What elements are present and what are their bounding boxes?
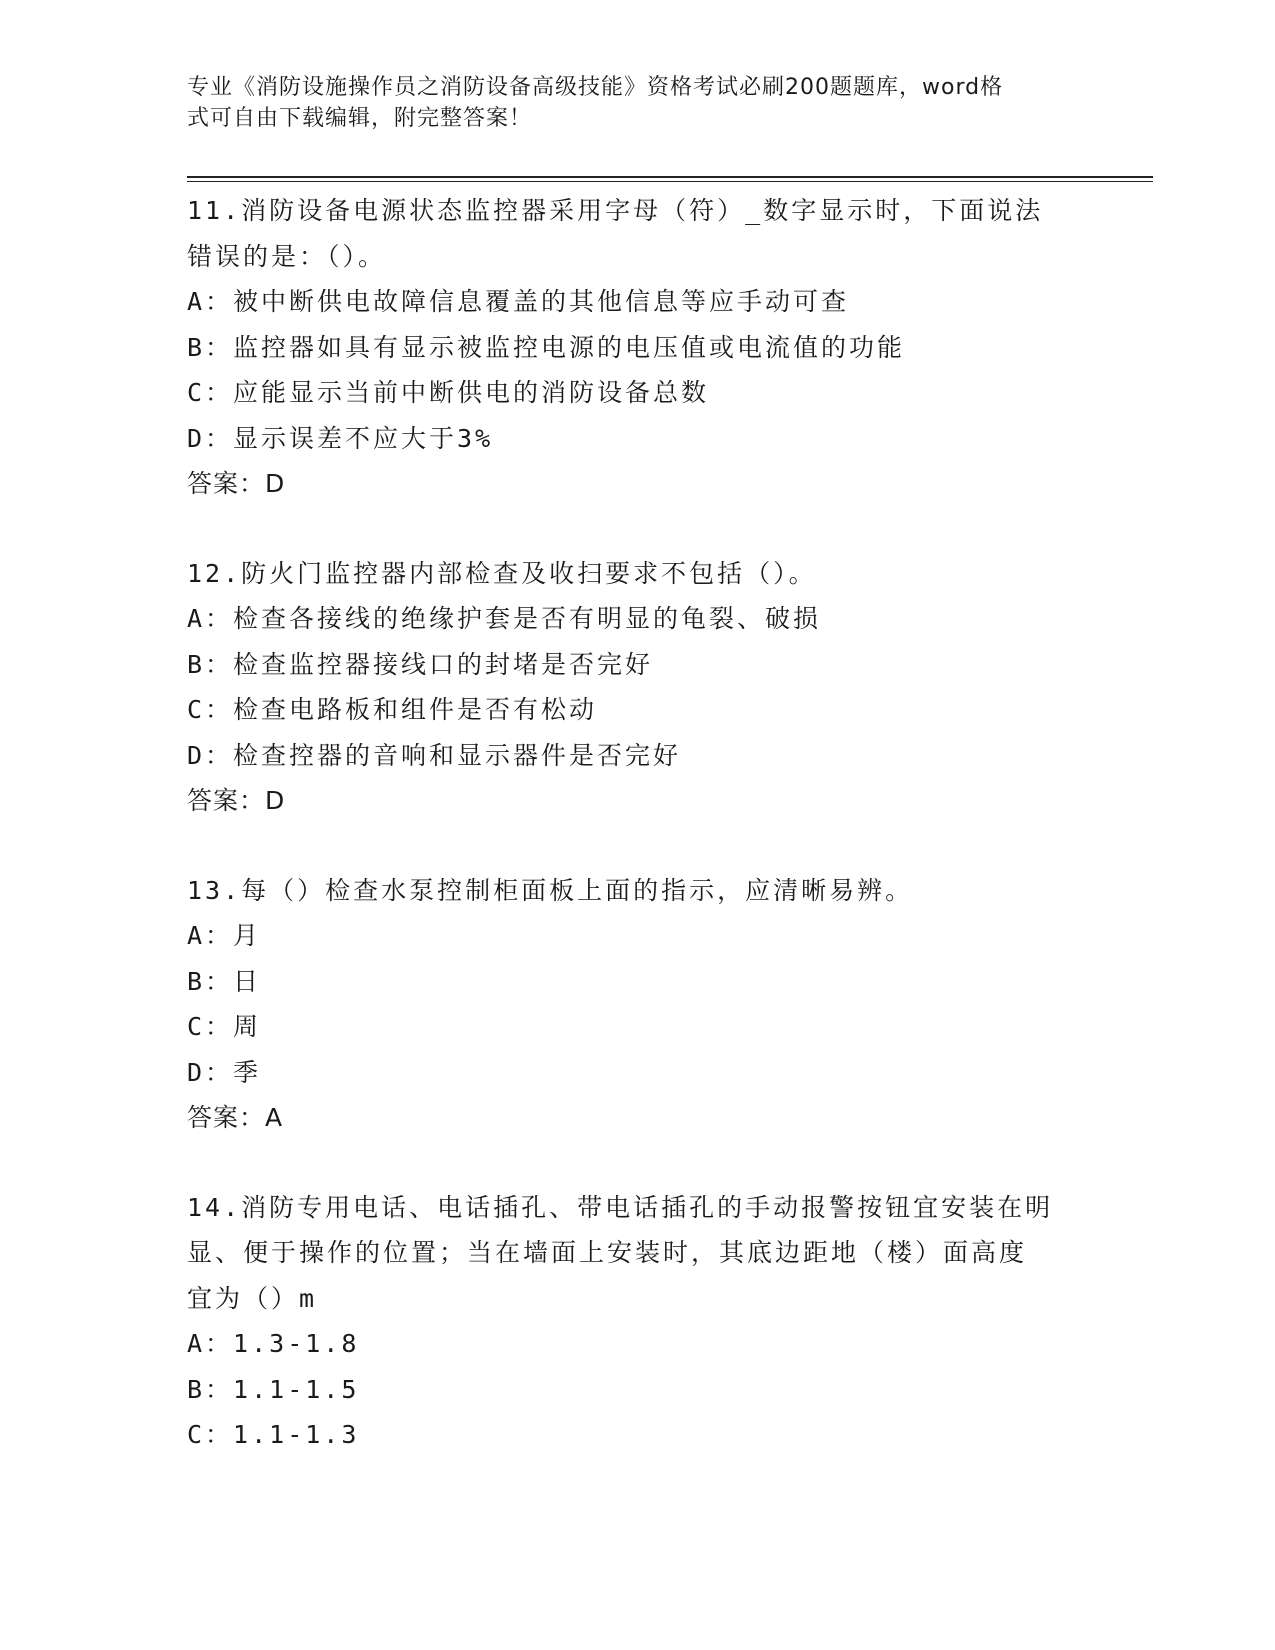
answer-line: 答案：A: [187, 1103, 284, 1132]
question-gap: [187, 1141, 1087, 1185]
answer-line: 答案：D: [187, 786, 286, 815]
option-c: C：检查电路板和组件是否有松动: [187, 695, 598, 724]
option-b: B：1.1-1.5: [187, 1374, 360, 1404]
question-12: [187, 551, 1087, 824]
question-11: [187, 188, 1087, 507]
option-c: C：1.1-1.3: [187, 1420, 360, 1449]
option-b: B：检查监控器接线口的封堵是否完好: [187, 649, 654, 679]
question-stem-line: 11.消防设备电源状态监控器采用字母（符）_数字显示时，下面说法: [187, 196, 1044, 225]
question-stem-line: 14.消防专用电话、电话插孔、带电话插孔的手动报警按钮宜安装在明: [187, 1192, 1054, 1222]
option-a: A：被中断供电故障信息覆盖的其他信息等应手动可查: [187, 287, 850, 316]
question-14: [187, 1185, 1087, 1458]
option-c: C：应能显示当前中断供电的消防设备总数: [187, 378, 710, 407]
option-d: D：季: [187, 1057, 262, 1087]
header-rule-thin: [187, 181, 1153, 182]
header-rule-thick: [187, 176, 1153, 178]
answer-line: 答案：D: [187, 469, 286, 498]
question-stem-line: 显、便于操作的位置；当在墙面上安装时，其底边距地（楼）面高度: [187, 1238, 1028, 1267]
question-gap: [187, 824, 1087, 868]
option-a: A：月: [187, 921, 262, 950]
option-c: C：周: [187, 1012, 262, 1041]
question-stem-line: 13.每（）检查水泵控制柜面板上面的指示，应清晰易辨。: [187, 875, 914, 905]
question-gap: [187, 507, 1087, 551]
question-stem-line: 12.防火门监控器内部检查及收扫要求不包括（）。: [187, 558, 817, 588]
question-stem-line: 宜为（）m: [187, 1283, 318, 1313]
header-line-2: 式可自由下载编辑，附完整答案！: [187, 106, 533, 131]
option-a: A：检查各接线的绝缘护套是否有明显的龟裂、破损: [187, 604, 822, 633]
option-a: A：1.3-1.8: [187, 1329, 360, 1358]
question-stem-line: 错误的是：（）。: [187, 241, 387, 271]
option-d: D：显示误差不应大于3%: [187, 423, 494, 453]
question-13: [187, 868, 1087, 1141]
option-b: B：日: [187, 966, 262, 996]
option-d: D：检查控器的音响和显示器件是否完好: [187, 740, 682, 770]
option-b: B：监控器如具有显示被监控电源的电压值或电流值的功能: [187, 332, 906, 362]
header-line-1: 专业《消防设施操作员之消防设备高级技能》资格考试必刷200题题库，word格: [187, 75, 1004, 100]
document-header: [187, 72, 1067, 134]
question-list: [187, 188, 1087, 1458]
